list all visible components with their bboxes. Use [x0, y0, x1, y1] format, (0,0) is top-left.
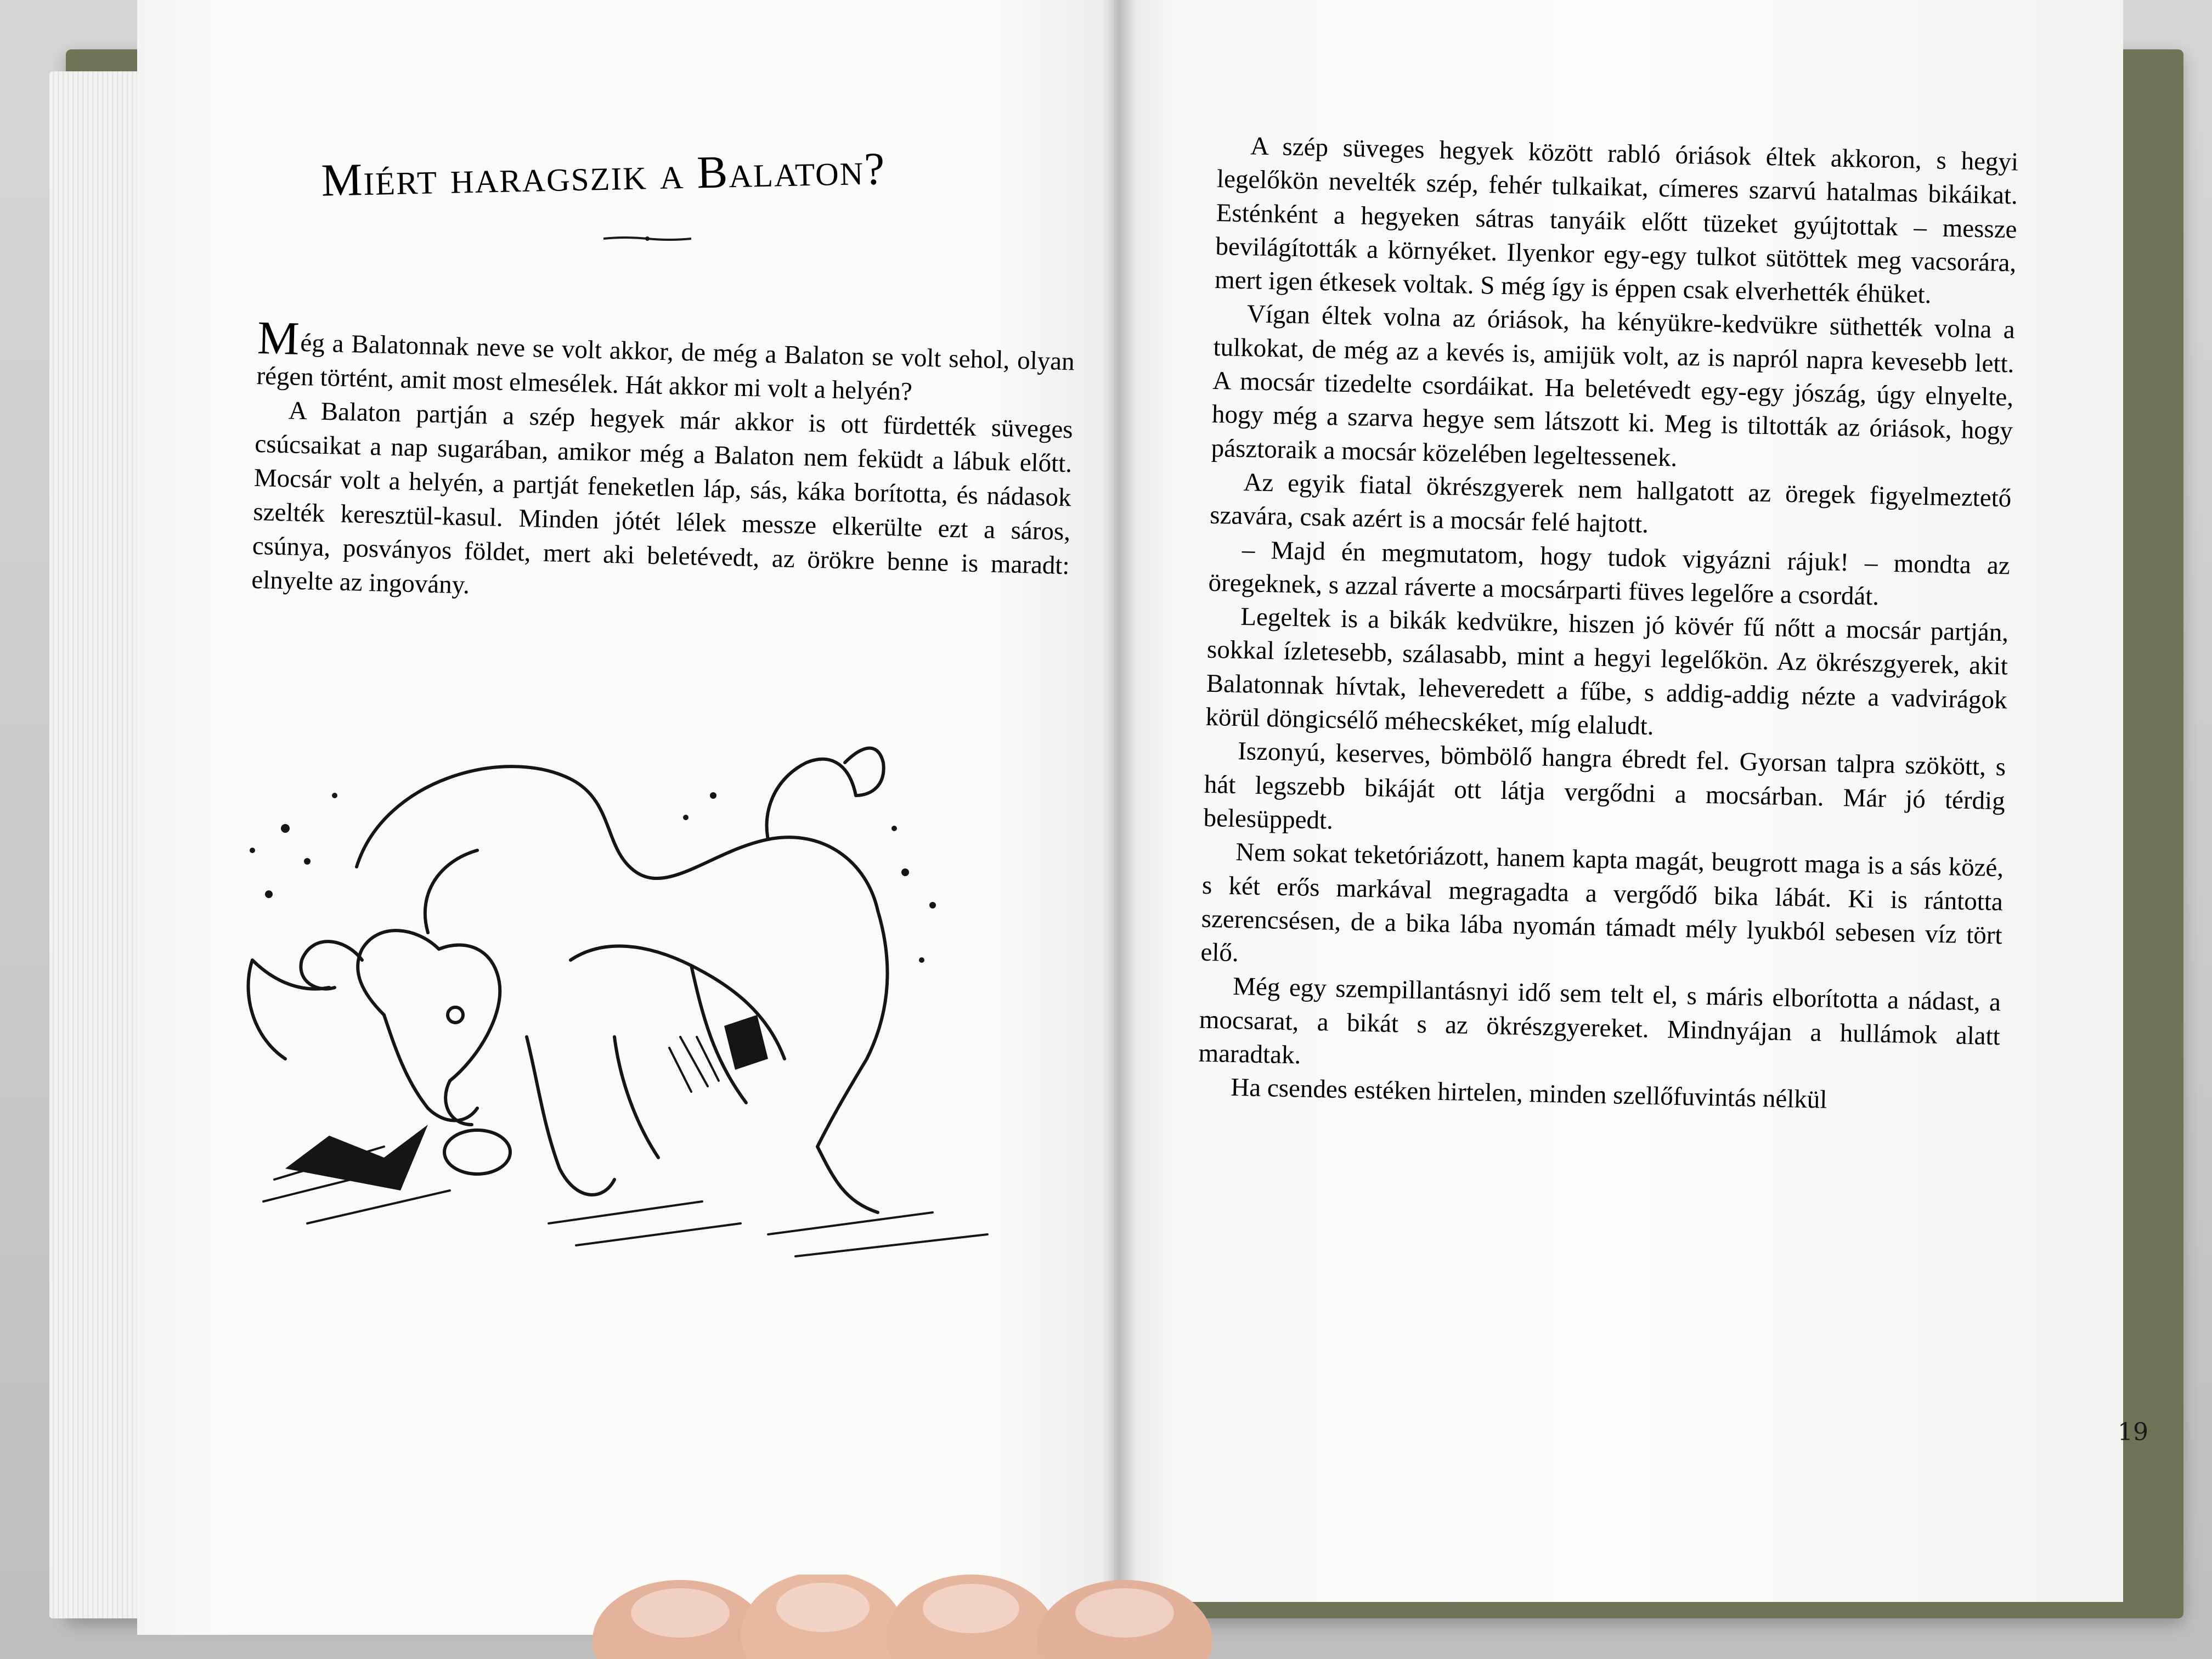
paragraph: Az egyik fiatal ökrészgyerek nem hallgatott az öregek figyelmeztető szavára, csak azért is a mocsár felé hajtott.: [1209, 468, 2012, 539]
left-page-text: [251, 311, 1075, 617]
paragraph: Még egy szempillantásnyi idő sem telt el, s máris elborította a nádast, a mocsarat, a bikát s az ökrészgyereket. Mindnyájan a hullámok alatt maradtak.: [1198, 972, 2001, 1070]
fingers-holding-book: [587, 1575, 1251, 1659]
paragraph: A Balaton partján a szép hegyek már akkor is ott fürdették süveges csúcsaikat a nap sugarában, amikor még a Balaton nem feküdt a lábuk előtt. Mocsár volt a helyén, a partját feneketlen láp, sás, káka borította, és nádasok szelték keresztül-kasul. Minden jótét lélek messze elkerülte ezt a sáros, csúnya, posványos földet, mert aki beletévedt, az örökre benne is maradt: elnyelte az ingovány.: [251, 396, 1074, 600]
drop-cap: M: [257, 311, 300, 365]
title-ornament: [603, 233, 691, 244]
paragraph: Ha csendes estéken hirtelen, minden szellőfuvintás nélkül: [1230, 1073, 1827, 1114]
right-page-text: [1198, 129, 2019, 1121]
paragraph: Vígan éltek volna az óriások, ha kényükre-kedvükre süthették volna a tulkokat, de még az a kevés is, amijük volt, az is napról napra kevesebb lett. A mocsár tizedelte csordáikat. Ha beletévedt egy-egy jószág, úgy elnyelte, hogy még a szarva hegye sem látszott ki. Meg is tiltották az óriások, hogy pásztoraik a mocsár közelében legeltessenek.: [1211, 300, 2016, 472]
paragraph: Nem sokat teketóriázott, hanem kapta magát, beugrott maga is a sás közé, s két erős markával megragadta a vergődő bika lábát. Ki is rántotta szerencsésen, de a bika lába nyomán támadt mély lyukból sebesen víz tört elő.: [1200, 838, 2004, 968]
paragraph: – Majd én megmutatom, hogy tudok vigyázni rájuk! – mondta az öregeknek, s azzal ráverte a mocsárparti füves legelőre a csordát.: [1208, 535, 2011, 611]
paragraph: A szép süveges hegyek között rabló óriások éltek akkoron, s hegyi legelőkön nevelték szép, fehér tulkaikat, címeres szarvú hatalmas bikáikat. Esténként a hegyeken sátras tanyáik előtt tüzeket gyújtottak – messze bevilágították a környéket. Ilyenkor egy-egy tulkot sütöttek meg vacsorára, mert igen étkesek voltak. S még így is éppen csak elverhették éhüket.: [1214, 132, 2019, 309]
book-gutter: [1103, 0, 1136, 1635]
paragraph: Iszonyú, keserves, bömbölő hangra ébredt fel. Gyorsan talpra szökött, s hát legszebb bikáját ott látja vergődni a mocsárban. Már jó térdig belesüppedt.: [1203, 737, 2006, 835]
paragraph: Legeltek is a bikák kedvükre, hiszen jó kövér fű nőtt a mocsár partján, sokkal ízletesebb, szálasabb, mint a hegyi legelőkön. Az ökrészgyerek, akit Balatonnak hívtak, leheveredett a fűbe, s addig-addig nézte a vadvirágok körül döngicsélő méhecskéket, míg elaludt.: [1205, 602, 2009, 741]
chapter-title: Miért haragszik a Balaton?: [320, 143, 887, 206]
bull-stuck-in-swamp-illustration: [219, 730, 1086, 1278]
paragraph: Még a Balatonnak neve se volt akkor, de még a Balaton se volt sehol, olyan régen történt, amit most elmesélek. Hát akkor mi volt a helyén?: [256, 311, 1075, 407]
page-number: 19: [2118, 1418, 2148, 1446]
